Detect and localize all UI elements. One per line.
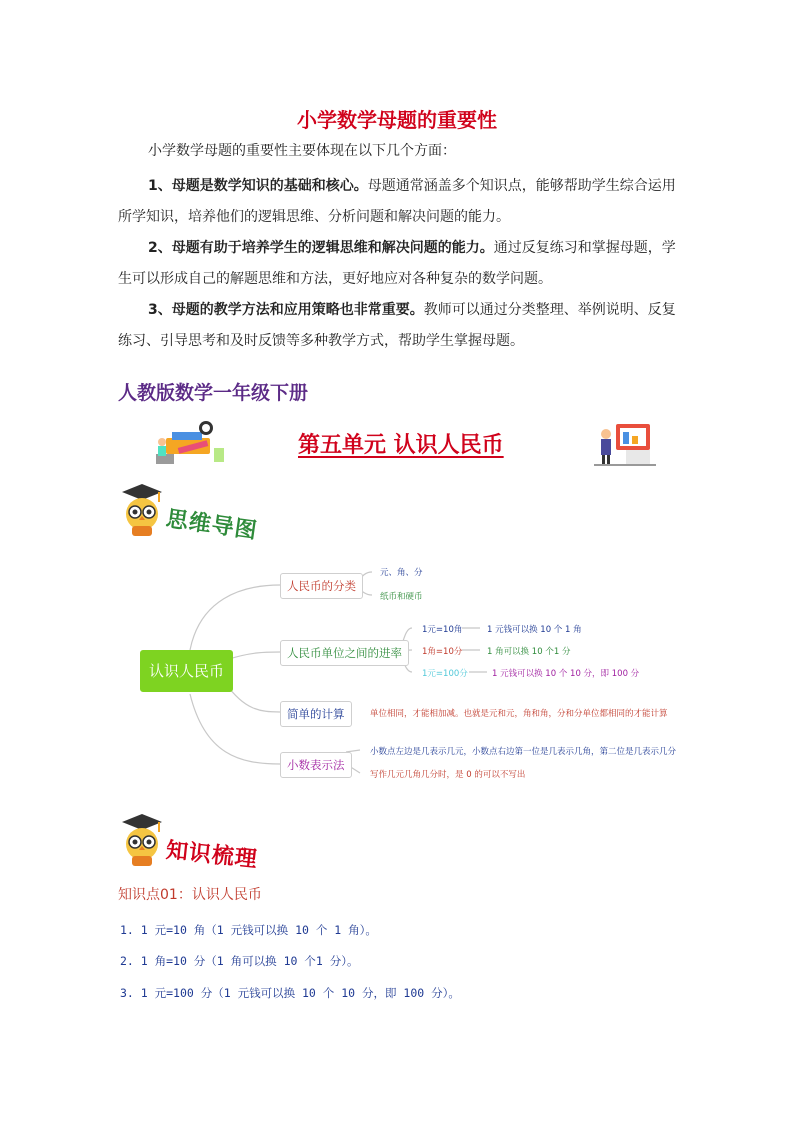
page-title: 小学数学母题的重要性 — [297, 108, 497, 132]
mindmap-leaf-yuan-fen-desc: 1 元钱可以换 10 个 10 分，即 100 分 — [492, 669, 640, 679]
point-3-line2: 练习、引导思考和及时反馈等多种教学方式，帮助学生掌握母题。 — [118, 333, 524, 349]
knowledge-point-line-1: 1. 1 元=10 角（1 元钱可以换 10 个 1 角）。 — [120, 923, 377, 937]
mindmap-leaf-jiao-fen-desc: 1 角可以换 10 个1 分 — [487, 647, 571, 657]
point-1-line1: 母题通常涵盖多个知识点，能够帮助学生综合运用 — [367, 178, 676, 194]
point-2 — [118, 233, 678, 295]
point-1 — [118, 171, 678, 233]
mindmap-leaf-units: 元、角、分 — [380, 568, 423, 578]
book-title: 人教版数学一年级下册 — [118, 382, 309, 404]
point-1-heading: 1、母题是数学知识的基础和核心。 — [148, 178, 368, 194]
knowledge-point-line-3: 3. 1 元=100 分（1 元钱可以换 10 个 10 分，即 100 分）。 — [120, 986, 460, 1000]
mindmap-branch-classification: 人民币的分类 — [280, 573, 363, 599]
mindmap-branch-conversion: 人民币单位之间的进率 — [280, 640, 409, 666]
mindmap-root-node: 认识人民币 — [140, 650, 233, 692]
mindmap-leaf-yuan-fen: 1元=100分 — [422, 669, 468, 679]
knowledge-point-line-2: 2. 1 角=10 分（1 角可以换 10 个1 分）。 — [120, 954, 359, 968]
point-3 — [118, 295, 678, 357]
mindmap-leaf-yuan-jiao: 1元=10角 — [422, 625, 463, 635]
mindmap-leaf-decimal-rule: 小数点左边是几表示几元，小数点右边第一位是几表示几角，第二位是几表示几分 — [370, 747, 677, 757]
point-2-heading: 2、母题有助于培养学生的逻辑思维和解决问题的能力。 — [148, 240, 494, 256]
point-3-heading: 3、母题的教学方法和应用策略也非常重要。 — [148, 302, 424, 318]
scholar-owl-mascot-icon — [118, 482, 166, 540]
mindmap-leaf-yuan-jiao-desc: 1 元钱可以换 10 个 1 角 — [487, 625, 582, 635]
point-2-line1: 通过反复练习和掌握母题，学 — [493, 240, 676, 256]
section-knowledge-heading: 知识梳理 — [164, 837, 259, 873]
teacher-board-illustration — [592, 418, 658, 468]
knowledge-point-title: 知识点01：认识人民币 — [118, 887, 262, 903]
point-2-line2: 生可以形成自己的解题思维和方法，更好地应对各种复杂的数学问题。 — [118, 271, 552, 287]
section-mindmap-heading: 思维导图 — [164, 505, 260, 545]
unit-title: 第五单元 认识人民币 — [298, 433, 504, 458]
point-3-line1: 教师可以通过分类整理、举例说明、反复 — [423, 302, 676, 318]
mindmap-leaf-paper-coin: 纸币和硬币 — [380, 592, 423, 602]
mindmap-branch-calculation: 简单的计算 — [280, 701, 352, 727]
intro-text: 小学数学母题的重要性主要体现在以下几个方面： — [148, 143, 456, 159]
mindmap-leaf-jiao-fen: 1角=10分 — [422, 647, 463, 657]
student-desk-illustration — [148, 418, 228, 468]
scholar-owl-mascot-icon — [118, 812, 166, 870]
mindmap-leaf-calculation-rule: 单位相同，才能相加减。也就是元和元，角和角，分和分单位都相同的才能计算 — [370, 709, 668, 719]
mindmap-leaf-decimal-zero: 写作几元几角几分时，是 0 的可以不写出 — [370, 770, 526, 780]
point-1-line2: 所学知识，培养他们的逻辑思维、分析问题和解决问题的能力。 — [118, 209, 510, 225]
mindmap-branch-decimal: 小数表示法 — [280, 752, 352, 778]
